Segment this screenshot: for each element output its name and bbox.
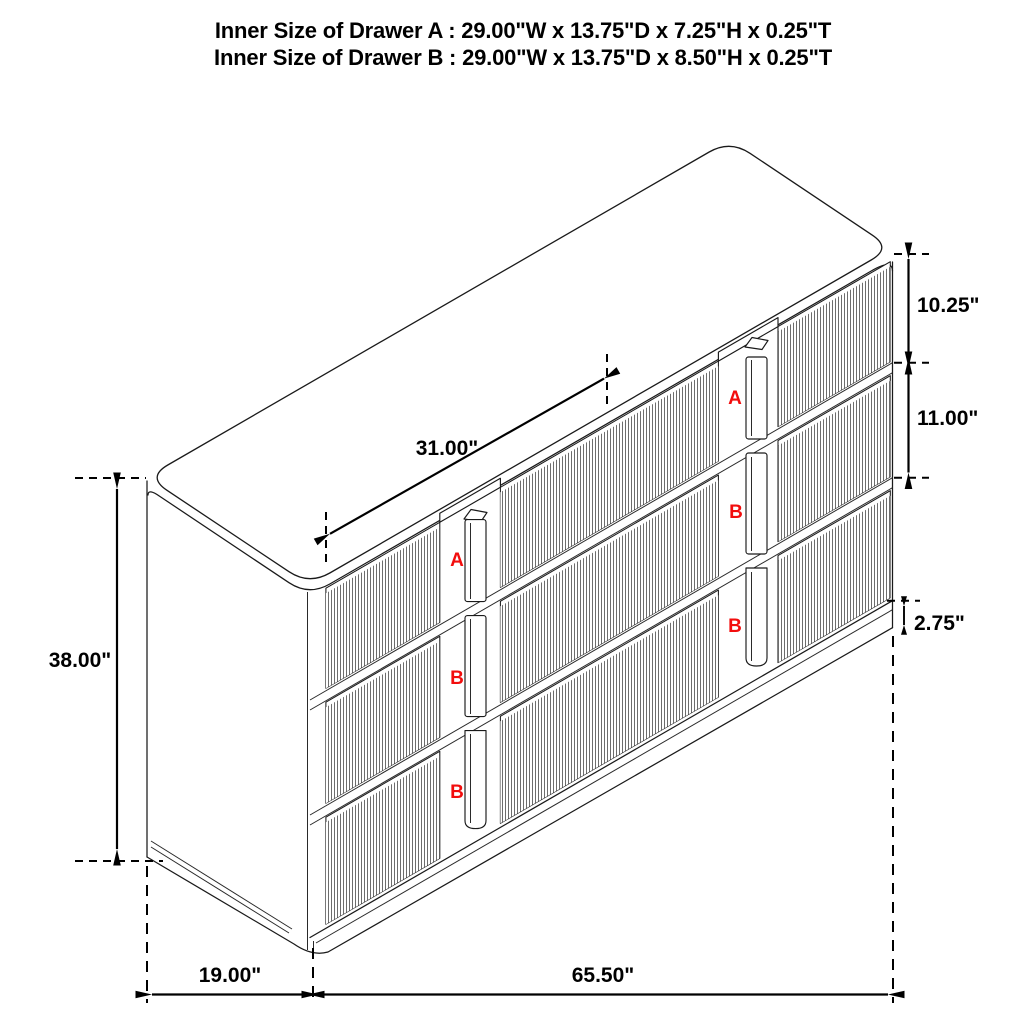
handle-segment-b2 (746, 568, 767, 666)
left-handle-bar (464, 510, 487, 829)
title-line-drawer-b: Inner Size of Drawer B : 29.00"W x 13.75"D x 8.50"H x 0.25"T (214, 45, 832, 70)
dimension-label-2-75: 2.75" (914, 612, 965, 635)
drawer-label-left-a: A (450, 550, 464, 571)
drawer-label-left-b1: B (450, 668, 464, 689)
dimension-label-38: 38.00" (48, 649, 112, 672)
dimension-label-19-00: 19.00" (198, 964, 262, 987)
right-handle-bar (745, 338, 768, 667)
dimension-label-31: 31.00" (415, 437, 479, 460)
title-line-drawer-a: Inner Size of Drawer A : 29.00"W x 13.75"D x 7.25"H x 0.25"T (214, 18, 832, 43)
dimension-label-10-25: 10.25" (917, 294, 980, 317)
handle-segment-b1 (465, 616, 486, 717)
handle-segment-a (465, 520, 486, 602)
handle-segment-a (746, 357, 767, 439)
drawer-label-right-b1: B (729, 502, 743, 523)
dimension-label-65-50: 65.50" (571, 964, 635, 987)
handle-segment-b1 (746, 453, 767, 554)
drawer-label-right-b2: B (728, 616, 742, 637)
drawer-label-left-b2: B (450, 782, 464, 803)
drawer-label-right-a: A (728, 388, 742, 409)
handle-segment-b2 (465, 731, 486, 829)
dimension-label-11-00: 11.00" (917, 407, 979, 430)
